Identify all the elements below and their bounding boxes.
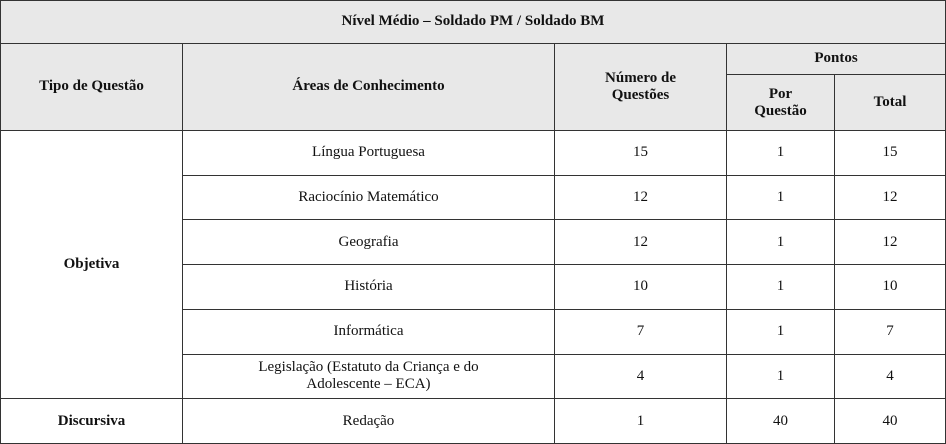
header-numero-line2: Questões: [611, 86, 670, 103]
header-tipo: Tipo de Questão: [1, 43, 183, 130]
numero-cell: 7: [555, 309, 727, 354]
area-cell: Raciocínio Matemático: [183, 175, 555, 220]
table-row: [1, 399, 946, 444]
total-cell: 7: [835, 309, 946, 354]
header-por-questao: [727, 75, 835, 131]
numero-cell: 4: [555, 354, 727, 399]
total-cell: 10: [835, 265, 946, 310]
area-cell: Informática: [183, 309, 555, 354]
por-questao-cell: 1: [727, 354, 835, 399]
area-line2: Adolescente – ECA): [306, 376, 431, 393]
area-cell: Geografia: [183, 220, 555, 265]
total-cell: 4: [835, 354, 946, 399]
por-questao-cell: 1: [727, 175, 835, 220]
header-pontos: Pontos: [727, 43, 946, 74]
area-cell: Redação: [183, 399, 555, 444]
numero-cell: 15: [555, 131, 727, 176]
area-cell: [183, 354, 555, 399]
numero-cell: 10: [555, 265, 727, 310]
header-areas: Áreas de Conhecimento: [183, 43, 555, 130]
por-questao-cell: 40: [727, 399, 835, 444]
por-questao-cell: 1: [727, 220, 835, 265]
total-cell: 12: [835, 220, 946, 265]
header-por-line1: Por: [768, 85, 793, 102]
header-numero-line1: Número de: [605, 69, 676, 86]
group-objetiva: Objetiva: [1, 131, 183, 399]
numero-cell: 1: [555, 399, 727, 444]
header-total: Total: [835, 75, 946, 131]
numero-cell: 12: [555, 220, 727, 265]
table-title: Nível Médio – Soldado PM / Soldado BM: [1, 1, 946, 44]
por-questao-cell: 1: [727, 131, 835, 176]
area-line1: Legislação (Estatuto da Criança e do: [258, 359, 479, 376]
area-cell: História: [183, 265, 555, 310]
total-cell: 12: [835, 175, 946, 220]
por-questao-cell: 1: [727, 265, 835, 310]
numero-cell: 12: [555, 175, 727, 220]
header-por-line2: Questão: [754, 102, 807, 119]
header-numero: [555, 43, 727, 130]
table-row: [1, 131, 946, 176]
total-cell: 15: [835, 131, 946, 176]
area-cell: Língua Portuguesa: [183, 131, 555, 176]
total-cell: 40: [835, 399, 946, 444]
por-questao-cell: 1: [727, 309, 835, 354]
group-discursiva: Discursiva: [1, 399, 183, 444]
